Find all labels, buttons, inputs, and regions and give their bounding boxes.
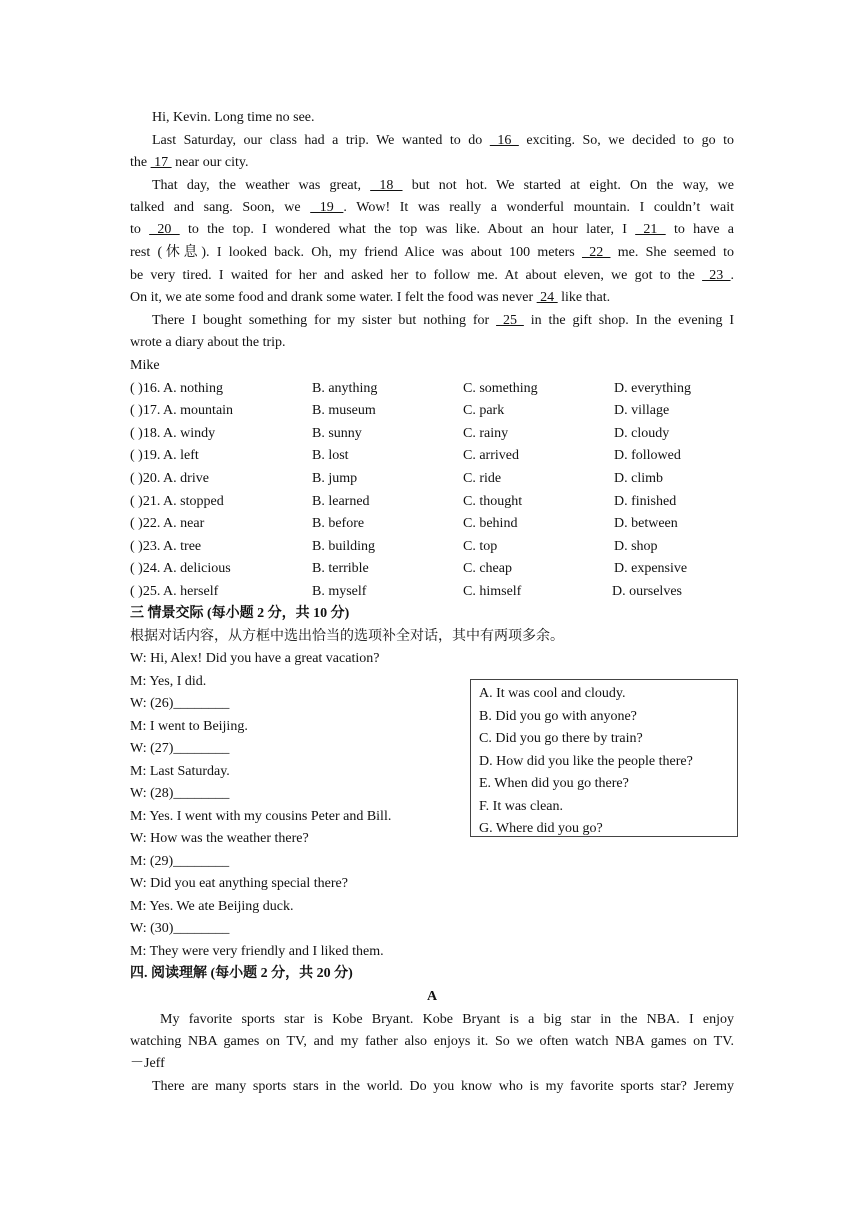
dialog-line: W: How was the weather there? [130,831,309,846]
option-c: C. himself [463,584,522,599]
letter-paragraph-1-line-2: the 17 near our city. [130,155,249,170]
option-d: D. between [614,516,678,531]
blank-17: 17 [150,155,172,170]
passage-label: A [426,989,438,1004]
dialog-line: W: Did you eat anything special there? [130,876,348,891]
options-box [470,679,738,837]
blank-16: 16 [489,133,519,148]
dialog-line: M: Yes. We ate Beijing duck. [130,899,294,914]
option-b: B. lost [312,448,349,463]
dialog-line: M: Yes. I went with my cousins Peter and Bill. [130,809,392,824]
option-b: B. jump [312,471,358,486]
question-20: ( )20. A. drive [130,471,209,486]
letter-paragraph-2-line-6: On it, we ate some food and drank some water. I felt the food was never 24 like that. [130,290,611,305]
option-c: C. rainy [463,426,509,441]
letter-paragraph-3-line-1: There I bought something for my sister but nothing for 25 in the gift shop. In the evening I [152,313,734,328]
option-c: C. top [463,539,498,554]
box-option-c: C. Did you go there by train? [479,731,643,746]
blank-23: 23 [702,268,731,283]
option-d: D. everything [614,381,691,396]
letter-paragraph-2-line-3: to 20 to the top. I wondered what the top was like. About an hour later, I 21 to have a [130,222,735,237]
letter-greeting: Hi, Kevin. Long time no see. [152,110,315,125]
blank-24: 24 [536,290,558,305]
dialog-blank-27: W: (27)________ [130,741,230,756]
blank-18: 18 [370,178,403,193]
option-d: D. cloudy [614,426,670,441]
box-option-b: B. Did you go with anyone? [479,709,637,724]
letter-paragraph-2-line-4: rest (休息). I looked back. Oh, my friend Alice was about 100 meters 22 me. She seemed to [130,245,734,260]
question-17: ( )17. A. mountain [130,403,234,418]
passage-line-2: watching NBA games on TV, and my father also enjoys it. So we often watch NBA games on TV. [130,1034,734,1049]
option-d: D. followed [614,448,681,463]
letter-paragraph-2-line-1: That day, the weather was great, 18 but not hot. We started at eight. On the way, we [152,178,735,193]
blank-19: 19 [310,200,344,215]
box-option-d: D. How did you like the people there? [479,754,693,769]
letter-signature: Mike [130,358,160,373]
option-d: D. ourselves [612,584,682,599]
question-24: ( )24. A. delicious [130,561,231,576]
question-23: ( )23. A. tree [130,539,202,554]
question-19: ( )19. A. left [130,448,199,463]
dialog-blank-30: W: (30)________ [130,921,230,936]
option-b: B. museum [312,403,376,418]
question-25: ( )25. A. herself [130,584,219,599]
box-option-g: G. Where did you go? [479,821,603,836]
option-c: C. behind [463,516,518,531]
dialog-line: W: Hi, Alex! Did you have a great vacation? [130,651,380,666]
dialog-blank-29: M: (29)________ [130,854,230,869]
passage-line-1: My favorite sports star is Kobe Bryant. Kobe Bryant is a big star in the NBA. I enjoy [160,1012,734,1027]
dialog-blank-28: W: (28)________ [130,786,230,801]
blank-25: 25 [496,313,524,328]
letter-paragraph-1-line-1: Last Saturday, our class had a trip. We wanted to do 16 exciting. So, we decided to go to [152,133,734,148]
option-d: D. climb [614,471,663,486]
question-21: ( )21. A. stopped [130,494,224,509]
option-d: D. village [614,403,670,418]
letter-paragraph-2-line-5: be very tired. I waited for her and asked her to follow me. At about eleven, we got to the 23 . [130,268,735,283]
dialog-line: M: They were very friendly and I liked them. [130,944,384,959]
question-18: ( )18. A. windy [130,426,216,441]
blank-21: 21 [635,222,666,237]
option-c: C. thought [463,494,523,509]
option-d: D. finished [614,494,677,509]
option-d: D. expensive [614,561,688,576]
blank-20: 20 [149,222,180,237]
question-16: ( )16. A. nothing [130,381,223,396]
option-c: C. cheap [463,561,512,576]
section-3-instruction: 根据对话内容，从方框中选出恰当的选项补全对话，其中有两项多余。 [130,629,564,644]
dialog-line: M: Yes, I did. [130,674,207,689]
blank-22: 22 [581,245,611,260]
option-c: C. ride [463,471,502,486]
option-c: C. something [463,381,538,396]
section-3-title: 三 情景交际 (每小题 2 分，共 10 分) [130,606,350,621]
box-option-f: F. It was clean. [479,799,564,814]
passage-signature: －Jeff [130,1056,165,1071]
option-b: B. sunny [312,426,362,441]
option-b: B. terrible [312,561,369,576]
passage-line-3: There are many sports stars in the world. Do you know who is my favorite sports star? Jeremy [152,1079,734,1094]
option-c: C. arrived [463,448,519,463]
dialog-blank-26: W: (26)________ [130,696,230,711]
option-b: B. learned [312,494,370,509]
section-4-title: 四. 阅读理解 (每小题 2 分，共 20 分) [130,966,353,981]
box-option-e: E. When did you go there? [479,776,629,791]
dialog-line: M: Last Saturday. [130,764,230,779]
option-d: D. shop [614,539,658,554]
option-c: C. park [463,403,505,418]
letter-paragraph-3-line-2: wrote a diary about the trip. [130,335,286,350]
letter-paragraph-2-line-2: talked and sang. Soon, we 19 . Wow! It was really a wonderful mountain. I couldn’t wait [130,200,735,215]
box-option-a: A. It was cool and cloudy. [479,686,626,701]
option-b: B. building [312,539,376,554]
option-b: B. before [312,516,365,531]
option-b: B. myself [312,584,367,599]
question-22: ( )22. A. near [130,516,205,531]
option-b: B. anything [312,381,378,396]
dialog-line: M: I went to Beijing. [130,719,248,734]
